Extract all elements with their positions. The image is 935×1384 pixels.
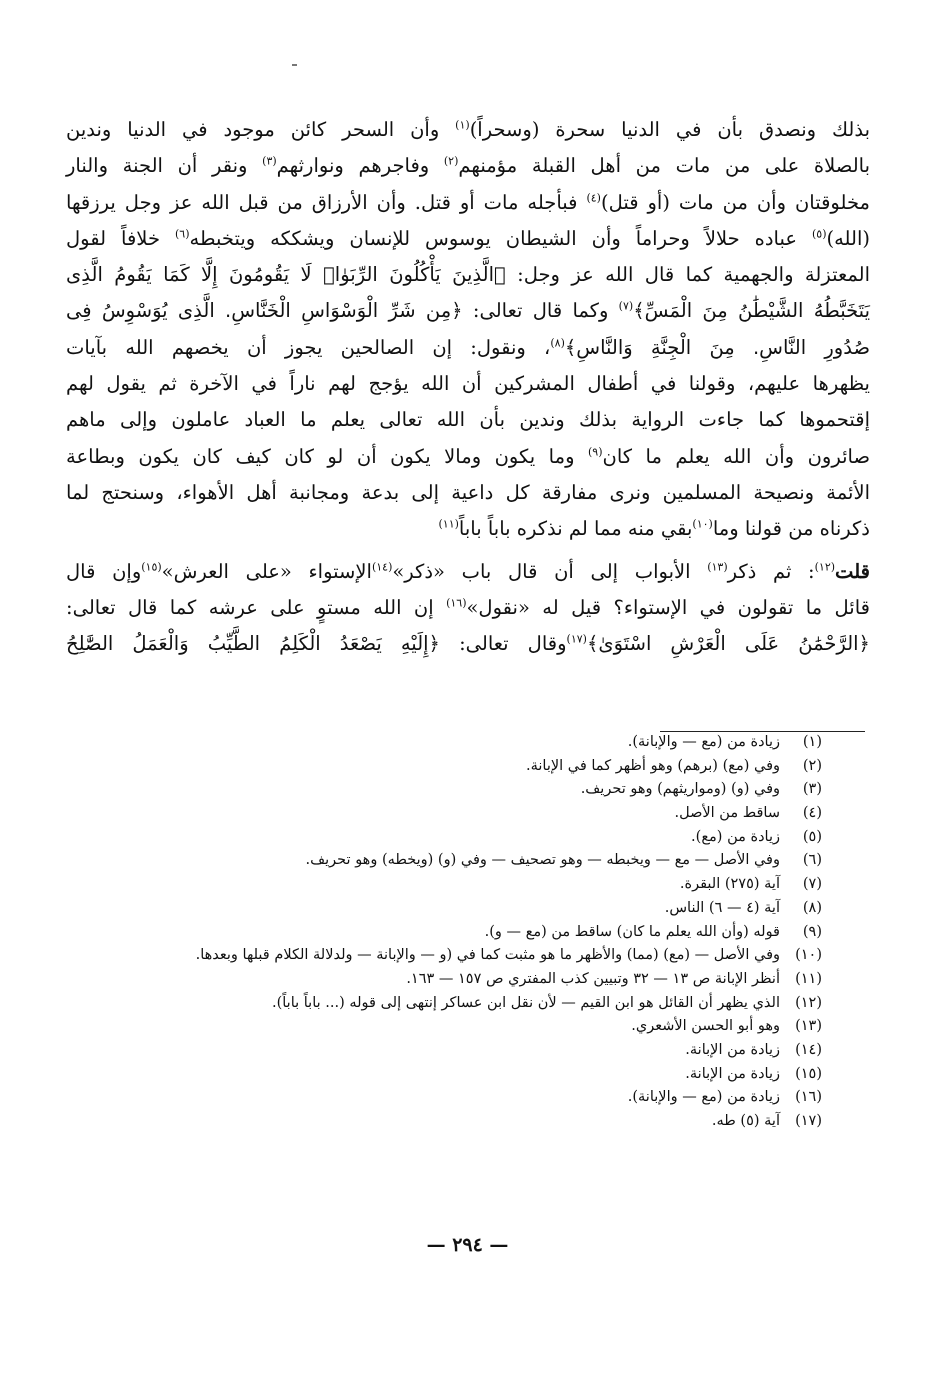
footnote — [102, 968, 822, 992]
footnote-ref: (٩) — [587, 445, 603, 459]
text-segment: قائل ما تقولون في الإستواء؟ قيل له «نقول» — [466, 595, 870, 619]
footnote-ref: (١٣) — [707, 560, 728, 574]
footnote-text: زيادة من الإبانة. — [685, 1041, 780, 1058]
footnote-text: آية (٤ — ٦) الناس. — [664, 899, 780, 916]
footnote-number: (١٧) — [795, 1113, 822, 1129]
text-line — [66, 257, 870, 293]
footnotes-list — [102, 731, 822, 1134]
footnote-ref: (١٠) — [692, 517, 713, 531]
footnote-text: زيادة من (مع — والإبانة). — [627, 734, 780, 750]
text-line — [66, 590, 870, 626]
footnote — [102, 802, 822, 826]
text-segment: الإستواء «على العرش» — [161, 559, 372, 583]
footnote-number: (١٦) — [795, 1089, 822, 1106]
footnote-number: (٨) — [802, 899, 822, 916]
footnote — [102, 1086, 822, 1110]
text-line — [66, 221, 870, 257]
text-segment: وما يكون ومالا يكون أن لو كان كيف كان يكون وبطاعة — [66, 444, 588, 468]
footnote — [102, 1015, 822, 1039]
footnote-ref: (١٧) — [566, 632, 587, 646]
text-line — [66, 293, 870, 329]
footnote-text: وفي (و) (ومواريثهم) وهو تحريف. — [580, 781, 780, 798]
footnote-number: (٤) — [802, 805, 822, 822]
footnote — [102, 826, 822, 850]
text-segment: عباده حلالاً وحراماً وأن الشيطان يوسوس للإنسان ويشككه ويتخبطه — [189, 226, 812, 250]
heading-word: قلت — [835, 559, 870, 583]
footnote-text: وهو أبو الحسن الأشعري. — [631, 1018, 780, 1035]
text-segment: (الله) — [826, 226, 870, 250]
main-text — [66, 112, 870, 662]
footnote — [102, 1110, 822, 1134]
footnote-text: زيادة من (مع). — [691, 828, 780, 845]
text-segment: إقتحموها كما جاءت الرواية بذلك وندين بأن الله تعالى يعلم ما العباد عاملون وإلى ماهم — [66, 408, 870, 432]
quran-verse: يَتَخَبَّطُهُ الشَّيْطَٰنُ مِنَ الْمَسِّ﴾ — [633, 299, 870, 323]
text-line — [66, 511, 870, 547]
footnote — [102, 1063, 822, 1087]
scan-mark — [292, 64, 297, 66]
text-line — [66, 112, 870, 148]
footnote-number: (٩) — [802, 923, 822, 940]
text-line — [66, 148, 870, 184]
footnote-number: (١١) — [795, 970, 822, 987]
footnote-text: آية (٢٧٥) البقرة. — [679, 876, 780, 893]
text-line — [66, 330, 870, 366]
footnote-number: (٧) — [802, 876, 822, 893]
footnote-ref: (٦) — [175, 227, 190, 241]
quran-verse: ﴿الَّذِينَ يَأْكُلُونَ الرِّبَوٰا۟ لَا يَقُومُونَ إِلَّا كَمَا يَقُومُ الَّذِى — [66, 263, 506, 287]
footnote-number: (١٣) — [795, 1018, 822, 1035]
text-segment: ، ونقول: إن الصالحين يجوز أن يخصهم الله بآيات — [66, 335, 551, 359]
footnote — [102, 897, 822, 921]
footnote-text: ساقط من الأصل. — [674, 805, 780, 822]
text-segment: وكما قال تعالى: — [462, 299, 619, 323]
footnote-text: زيادة من الإبانة. — [685, 1065, 780, 1082]
footnote — [102, 849, 822, 873]
text-segment: بالصلاة على من مات من أهل القبلة مؤمنهم — [458, 154, 871, 178]
text-segment: يظهرها عليهم، وقولنا في أطفال المشركين أن الله يؤجج لهم ناراً في الآخرة ثم يقول لهم — [66, 372, 870, 396]
footnote — [102, 1039, 822, 1063]
footnote-number: (١٥) — [795, 1065, 822, 1082]
footnote-number: (٦) — [802, 852, 822, 869]
footnote-text: قوله (وأن الله يعلم ما كان) ساقط من (مع — و). — [484, 923, 780, 940]
footnote — [102, 778, 822, 802]
footnote-ref: (٣) — [262, 154, 277, 168]
footnote-text: آية (٥) طه. — [711, 1113, 780, 1129]
footnote-text: الذي يظهر أن القائل هو ابن القيم — لأن نقل ابن عساكر إنتهى إلى قوله (... باباً باباً). — [271, 994, 780, 1011]
quran-verse: ﴿مِن شَرِّ الْوَسْوَاسِ الْخَنَّاسِ. الَّذِى يُوَسْوِسُ فِى — [66, 299, 463, 323]
quran-verse: ﴿إِلَيْهِ يَصْعَدُ الْكَلِمُ الطَّيِّبُ وَالْعَمَلُ الصَّٰلِحُ — [66, 632, 440, 656]
text-segment: : ثم ذكر — [727, 559, 815, 583]
footnote — [102, 755, 822, 779]
text-segment: ذكرناه من قولنا وما — [712, 517, 870, 541]
text-segment: الأبواب إلى أن قال باب «ذكر» — [392, 559, 708, 583]
text-segment: الأئمة ونصيحة المسلمين ونرى مفارقة كل داعية إلى بدعة ومجانبة أهل الأهواء، وسنحتج لما — [66, 480, 870, 504]
text-segment: مخلوقتان وأن من مات (أو قتل) — [600, 190, 870, 214]
text-segment: المعتزلة والجهمية كما قال الله عز وجل: — [505, 263, 870, 287]
footnote-text: زيادة من (مع — والإبانة). — [627, 1089, 780, 1106]
footnote-number: (٥) — [802, 828, 822, 845]
text-segment: فبأجله مات أو قتل. وأن الأرزاق من قبل الله عز وجل يرزقها — [66, 190, 587, 214]
footnote — [102, 992, 822, 1016]
text-line — [66, 554, 870, 590]
footnote-text: وفي (مع) (برهم) وهو أظهر كما في الإبانة. — [525, 757, 780, 774]
footnote-number: (٢) — [802, 757, 822, 774]
text-segment: صائرون وأن الله يعلم ما كان — [602, 444, 871, 468]
footnote-number: (١) — [802, 734, 822, 750]
footnote-ref: (٥) — [811, 227, 827, 241]
footnote-number: (١٤) — [795, 1041, 822, 1058]
footnote-ref: (١) — [455, 118, 470, 132]
text-segment: إن الله مستوٍ على عرشه كما قال تعالى: — [66, 595, 447, 619]
footnote — [102, 731, 822, 755]
footnote-ref: (١٤) — [371, 560, 393, 574]
text-segment: ونقر أن الجنة والنار — [66, 154, 263, 178]
text-segment: وفاجرهم ونوارثهم — [276, 154, 444, 178]
footnote-text: وفي الأصل — مع — ويخبطه — وهو تصحيف — وفي (و) (ويخطه) وهو تحريف. — [305, 852, 780, 869]
text-segment: خلافاً لقول — [66, 226, 175, 250]
text-line — [66, 439, 870, 475]
footnote-ref: (٨) — [550, 336, 565, 350]
footnote — [102, 944, 822, 968]
footnote-ref: (١٢) — [814, 560, 836, 574]
footnote-ref: (٧) — [618, 299, 634, 313]
footnote — [102, 921, 822, 945]
footnote-number: (٣) — [802, 781, 822, 798]
text-segment: بذلك ونصدق بأن في الدنيا سحرة (وسحراً) — [469, 118, 870, 141]
footnote-text: وفي الأصل — (مع) (مما) والأظهر ما هو مثبت كما في (و — والإبانة — ولدلالة الكلام قبلها وبعدها. — [195, 947, 780, 964]
text-segment: وقال تعالى: — [439, 632, 567, 656]
footnote-ref: (١١) — [438, 517, 459, 531]
footnote-ref: (١٥) — [141, 560, 162, 574]
footnote-ref: (٢) — [443, 154, 459, 168]
text-segment: وإن قال — [66, 559, 142, 583]
text-segment: وأن السحر كائن موجود في الدنيا وندين — [66, 118, 456, 141]
page-number: — ٢٩٤ — — [426, 1234, 509, 1256]
footnote-ref: (٤) — [586, 191, 601, 205]
quran-verse: صُدُورِ النَّاسِ. مِنَ الْجِنَّةِ وَالنَّاسِ﴾ — [564, 335, 871, 359]
text-line — [66, 475, 870, 511]
text-line — [66, 366, 870, 402]
footnote-text: أنظر الإبانة ص ١٣ — ٣٢ وتبيين كذب المفتري ص ١٥٧ — ١٦٣. — [406, 970, 780, 987]
footnote-number: (١٠) — [795, 947, 822, 964]
text-segment: بقي منه مما لم نذكره باباً باباً — [458, 517, 693, 541]
text-line — [66, 402, 870, 438]
quran-verse: ﴿الرَّحْمَٰنُ عَلَى الْعَرْشِ اسْتَوَىٰ﴾ — [586, 632, 870, 656]
text-line — [66, 626, 870, 662]
text-line — [66, 185, 870, 221]
footnote-ref: (١٦) — [446, 596, 467, 610]
footnote-number: (١٢) — [795, 994, 822, 1011]
footnote — [102, 873, 822, 897]
